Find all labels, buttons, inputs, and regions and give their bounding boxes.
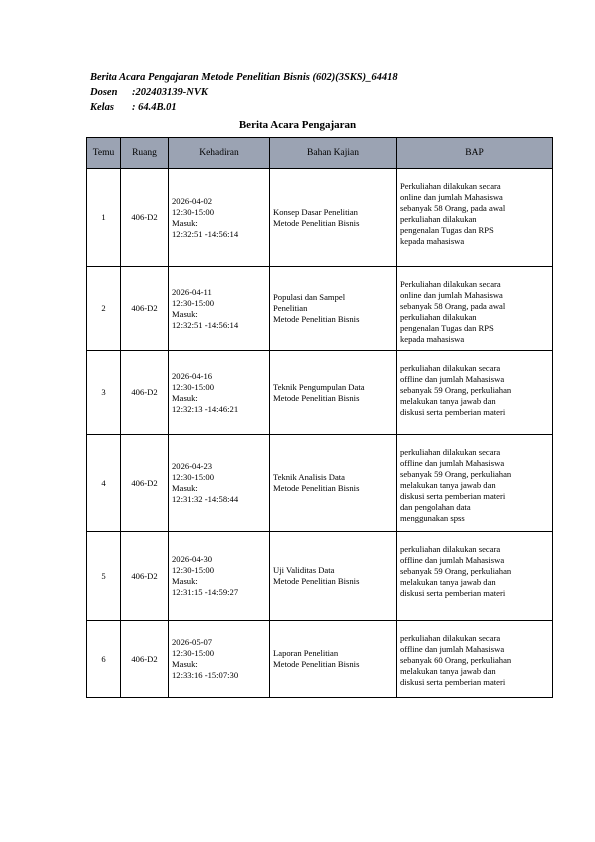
bap-line: offline dan jumlah Mahasiswa xyxy=(400,555,505,565)
bap-line: sebanyak 58 Orang, pada awal xyxy=(400,203,506,213)
cell-temu: 2 xyxy=(87,267,121,351)
column-header-temu: Temu xyxy=(87,138,121,169)
bap-line: perkuliahan dilakukan xyxy=(400,214,477,224)
column-header-kehadiran: Kehadiran xyxy=(169,138,270,169)
lecturer-label: Dosen xyxy=(90,87,118,98)
document-title: Berita Acara Pengajaran xyxy=(238,119,357,131)
table-header-row xyxy=(87,138,553,169)
cell-ruang: 406-D2 xyxy=(121,267,169,351)
bap-line: diskusi serta pemberian materi xyxy=(400,588,506,598)
table-row xyxy=(87,532,553,621)
cell-kehadiran xyxy=(169,351,270,435)
bap-line: pengenalan Tugas dan RPS xyxy=(400,323,494,333)
topic-line: Metode Penelitian Bisnis xyxy=(273,217,360,228)
bap-line: kepada mahasiswa xyxy=(400,236,465,246)
cell-bahan-kajian xyxy=(270,169,397,267)
cell-temu: 3 xyxy=(87,351,121,435)
bap-line: pengenalan Tugas dan RPS xyxy=(400,225,494,235)
column-header-bap: BAP xyxy=(397,138,553,169)
bap-line: sebanyak 60 Orang, perkuliahan xyxy=(400,655,512,665)
topic-line: Metode Penelitian Bisnis xyxy=(273,483,360,493)
checkin-time: 12:32:13 -14:46:21 xyxy=(172,403,239,414)
bap-line: offline dan jumlah Mahasiswa xyxy=(400,458,505,468)
bap-line: Perkuliahan dilakukan secara xyxy=(400,279,501,289)
cell-temu: 1 xyxy=(87,169,121,267)
session-date: 2026-04-30 xyxy=(172,554,213,564)
lecturer-value: :202403139-NVK xyxy=(132,87,208,98)
bap-line: Perkuliahan dilakukan secara xyxy=(400,181,501,191)
bap-line: melakukan tanya jawab dan xyxy=(400,577,496,587)
class-row xyxy=(90,100,398,115)
cell-bap xyxy=(397,351,553,435)
cell-bap xyxy=(397,621,553,698)
bap-line: diskusi serta pemberian materi xyxy=(400,407,506,417)
bap-line: melakukan tanya jawab dan xyxy=(400,666,496,676)
bap-line: perkuliahan dilakukan xyxy=(400,312,477,322)
checkin-label: Masuk: xyxy=(172,659,198,669)
checkin-label: Masuk: xyxy=(172,576,198,586)
cell-temu: 6 xyxy=(87,621,121,698)
cell-bap xyxy=(397,532,553,621)
checkin-time: 12:32:51 -14:56:14 xyxy=(172,319,239,330)
cell-kehadiran xyxy=(169,267,270,351)
checkin-label: Masuk: xyxy=(172,217,198,228)
bap-line: offline dan jumlah Mahasiswa xyxy=(400,374,505,384)
bap-line: offline dan jumlah Mahasiswa xyxy=(400,644,505,654)
checkin-label: Masuk: xyxy=(172,308,198,319)
cell-kehadiran xyxy=(169,621,270,698)
cell-bahan-kajian xyxy=(270,351,397,435)
session-time: 12:30-15:00 xyxy=(172,206,215,217)
class-label: Kelas xyxy=(90,102,114,113)
cell-kehadiran xyxy=(169,435,270,532)
attendance-table xyxy=(86,137,553,698)
document-header xyxy=(90,70,398,115)
bap-line: menggunakan spss xyxy=(400,513,465,523)
cell-bahan-kajian xyxy=(270,435,397,532)
cell-bap xyxy=(397,435,553,532)
checkin-time: 12:32:51 -14:56:14 xyxy=(172,228,239,239)
topic-line: Penelitian xyxy=(273,303,308,313)
bap-line: dan pengolahan data xyxy=(400,502,471,512)
cell-kehadiran xyxy=(169,169,270,267)
table-row xyxy=(87,267,553,351)
bap-line: online dan jumlah Mahasiswa xyxy=(400,192,503,202)
cell-bap xyxy=(397,169,553,267)
table-body xyxy=(87,169,553,698)
topic-line: Teknik Pengumpulan Data xyxy=(273,381,365,392)
table-row xyxy=(87,169,553,267)
topic-line: Metode Penelitian Bisnis xyxy=(273,576,360,586)
session-time: 12:30-15:00 xyxy=(172,472,215,482)
bap-line: perkuliahan dilakukan secara xyxy=(400,544,501,554)
bap-line: kepada mahasiswa xyxy=(400,334,465,344)
table-row xyxy=(87,435,553,532)
session-date: 2026-04-16 xyxy=(172,370,213,381)
bap-line: sebanyak 58 Orang, pada awal xyxy=(400,301,506,311)
bap-line: diskusi serta pemberian materi xyxy=(400,677,506,687)
cell-bahan-kajian xyxy=(270,532,397,621)
course-title: Berita Acara Pengajaran Metode Penelitian Bisnis (602)(3SKS)_64418 xyxy=(90,72,398,83)
session-time: 12:30-15:00 xyxy=(172,381,215,392)
session-date: 2026-04-11 xyxy=(172,286,212,297)
cell-temu: 5 xyxy=(87,532,121,621)
bap-line: perkuliahan dilakukan secara xyxy=(400,363,501,373)
checkin-time: 12:31:15 -14:59:27 xyxy=(172,587,239,597)
table-row xyxy=(87,621,553,698)
checkin-time: 12:33:16 -15:07:30 xyxy=(172,670,239,680)
cell-ruang: 406-D2 xyxy=(121,351,169,435)
bap-line: online dan jumlah Mahasiswa xyxy=(400,290,503,300)
cell-bap xyxy=(397,267,553,351)
topic-line: Metode Penelitian Bisnis xyxy=(273,314,360,324)
cell-ruang: 406-D2 xyxy=(121,435,169,532)
cell-bahan-kajian xyxy=(270,267,397,351)
column-header-bahan-kajian: Bahan Kajian xyxy=(270,138,397,169)
bap-line: sebanyak 59 Orang, perkuliahan xyxy=(400,469,512,479)
session-time: 12:30-15:00 xyxy=(172,648,215,658)
session-time: 12:30-15:00 xyxy=(172,565,215,575)
session-date: 2026-04-02 xyxy=(172,195,213,206)
topic-line: Populasi dan Sampel xyxy=(273,292,346,302)
bap-line: diskusi serta pemberian materi xyxy=(400,491,506,501)
column-header-ruang: Ruang xyxy=(121,138,169,169)
session-time: 12:30-15:00 xyxy=(172,297,215,308)
bap-line: perkuliahan dilakukan secara xyxy=(400,447,501,457)
bap-line: melakukan tanya jawab dan xyxy=(400,480,496,490)
bap-line: sebanyak 59 Orang, perkuliahan xyxy=(400,566,512,576)
cell-temu: 4 xyxy=(87,435,121,532)
session-date: 2026-05-07 xyxy=(172,637,213,647)
bap-line: melakukan tanya jawab dan xyxy=(400,396,496,406)
bap-line: perkuliahan dilakukan secara xyxy=(400,633,501,643)
topic-line: Konsep Dasar Penelitian xyxy=(273,206,358,217)
bap-line: sebanyak 59 Orang, perkuliahan xyxy=(400,385,512,395)
checkin-label: Masuk: xyxy=(172,483,198,493)
checkin-label: Masuk: xyxy=(172,392,198,403)
topic-line: Teknik Analisis Data xyxy=(273,472,345,482)
cell-kehadiran xyxy=(169,532,270,621)
topic-line: Metode Penelitian Bisnis xyxy=(273,659,360,669)
cell-ruang: 406-D2 xyxy=(121,532,169,621)
cell-ruang: 406-D2 xyxy=(121,621,169,698)
topic-line: Metode Penelitian Bisnis xyxy=(273,392,360,403)
class-value: : 64.4B.01 xyxy=(132,102,177,113)
topic-line: Uji Validitas Data xyxy=(273,565,335,575)
checkin-time: 12:31:32 -14:58:44 xyxy=(172,494,239,504)
topic-line: Laporan Penelitian xyxy=(273,648,339,658)
table-row xyxy=(87,351,553,435)
cell-ruang: 406-D2 xyxy=(121,169,169,267)
cell-bahan-kajian xyxy=(270,621,397,698)
session-date: 2026-04-23 xyxy=(172,461,213,471)
lecturer-row xyxy=(90,85,398,100)
